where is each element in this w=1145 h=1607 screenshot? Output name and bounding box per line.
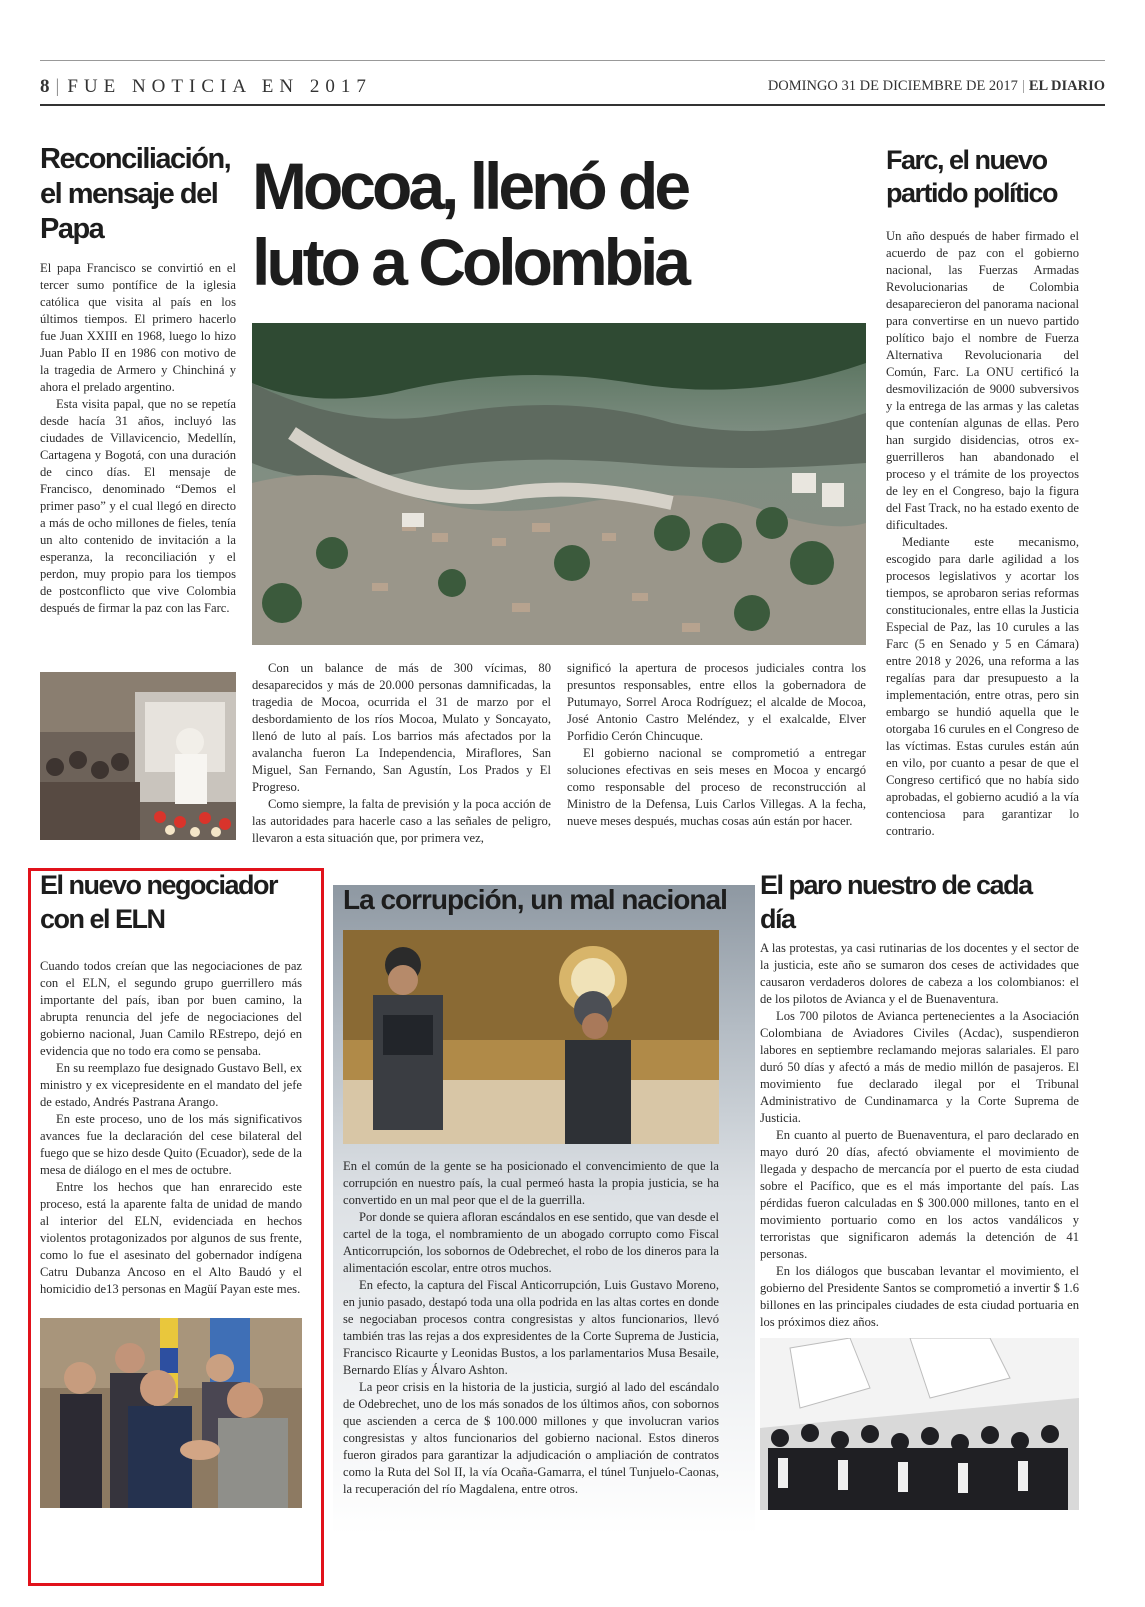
header-separator: | — [1021, 78, 1025, 94]
corrupcion-title: La corrupción, un mal nacional — [343, 884, 727, 915]
corrupcion-paragraph: En efecto, la captura del Fiscal Anticorrupción, Luis Gustavo Moreno, en junio pasado, destapó toda una olla podrida en las altas cortes en donde se negociaban procesos contra congresistas y altos funcionarios, llevó también tras las rejas a dos expresidentes de la Corte Suprema de Justicia, Francisco Ricaurte y Leonidas Bustos, a los parlamentarios Musa Besaile, Bernardo Elías y Álvaro Ashton. — [343, 1278, 719, 1377]
eln-body — [40, 958, 302, 1298]
header-rule — [40, 104, 1105, 106]
paro-body — [760, 940, 1079, 1331]
eln-handshake-photo — [40, 1318, 302, 1508]
mocoa-paragraph: significó la apertura de procesos judiciales contra los presuntos responsables, entre ellos la gobernadora de Putumayo, Sorrel Aroca Rodríguez; el alcalde de Mocoa, José Antonio Castro Meléndez, y el exalcalde, Elver Porfidio Cerón Chincuque. — [567, 661, 866, 743]
issue-date: DOMINGO 31 DE DICIEMBRE DE 2017 — [767, 78, 1018, 94]
top-rule — [40, 60, 1105, 61]
mocoa-column-1 — [252, 660, 551, 847]
pope-crowd-photo — [40, 672, 236, 840]
publication-name: EL DIARIO — [1028, 78, 1105, 94]
page-number: 8 — [40, 76, 50, 97]
eln-paragraph: Entre los hechos que han enrarecido este proceso, está la aparente falta de unidad de mando al interior del ELN, evidenciada en hechos violentos protagonizados por algunos de sus frente, como lo fue el asesinato del gobernador indígena Catru Dubanza Ancoso en el Alto Baudó y el homicidio de13 personas en Magüí Payan este mes. — [40, 1180, 302, 1296]
paro-paragraph: A las protestas, ya casi rutinarias de los docentes y el sector de la justicia, este año se sumaron dos ceses de actividades que causaron verdaderos dolores de cabeza a los colombianos: el de los pilotos de Avianca y el de Buenaventura. — [760, 941, 1079, 1006]
paro-title: El paro nuestro de cada día — [760, 870, 1032, 934]
mocoa-paragraph: El gobierno nacional se comprometió a entregar soluciones efectivas en seis meses en Mocoa y encargó como responsable del proceso de reconstrucción al Ministro de la Defensa, Luis Carlos Villegas. A la fecha, nueve meses después, muchas cosas aún están por hacer. — [567, 746, 866, 828]
mocoa-paragraph: Con un balance de más de 300 vícimas, 80 desaparecidos y más de 20.000 personas damnificadas, la tragedia de Mocoa, ocurrida el 31 de marzo por el desbordamiento de los ríos Mocoa, Mulato y Soncayato, llenó de luto al país. Los barrios más afectados por la avalancha fueron La Independencia, Miraflores, San Miguel, San Fernando, San Agustín, Los Prados y El Progreso. — [252, 661, 551, 794]
corrupcion-body — [343, 1158, 719, 1498]
corrupcion-paragraph: La peor crisis en la historia de la justicia, surgió al lado del escándalo de Odebrechet, uno de los más sonados de los últimos años, con sobornos que ascienden a cerca de $ 100.000 millones y que involucran varios congresistas y altos funcionarios del gobierno nacional. Estos dineros fueron girados para garantizar la adjudicación o ampliación de contratos como la Ruta del Sol II, la vía Ocaña-Gamarra, el túnel Tunjuelo-Caonas, la recuperación del río Magdalena, entre otros. — [343, 1380, 719, 1496]
page-date-header — [768, 78, 1105, 95]
mocoa-paragraph: Como siempre, la falta de previsión y la poca acción de las autoridades para hacerle caso a las señales de peligro, llevaron a esta situación que, por primera vez, — [252, 797, 551, 845]
paro-paragraph: En los diálogos que buscaban levantar el movimiento, el gobierno del Presidente Santos se comprometió a invertir $ 1.6 billones en las principales ciudades de esta ciudad portuaria en los próximos diez años. — [760, 1264, 1079, 1329]
eln-paragraph: En este proceso, uno de los más significativos avances fue la declaración del cese bilateral del fuego que se hizo desde Quito (Ecuador), sede de la mesa de diálogo en el mes de octubre. — [40, 1112, 302, 1177]
header-separator: | — [55, 76, 60, 97]
corrupcion-paragraph: Por donde se quiera afloran escándalos en ese sentido, que van desde el cartel de la toga, el nombramiento de un abogado corrupto como Fiscal Anticorrupción, los sobornos de Odebrechet, el robo de los dineros para la alimentación escolar, entre otros muchos. — [343, 1210, 719, 1275]
paro-paragraph: En cuanto al puerto de Buenaventura, el paro declarado en mayo duró 20 días, afectó obviamente el movimiento de llegada y despacho de mercancía por el puerto de esta ciudad sobre el Pacífico, que es el más importante del país. Las pérdidas fueron calculadas en $ 300.000 millones, tanto en el movimiento portuario como en los actos vandálicos y terroristas que significaron además la detención de 41 personas. — [760, 1128, 1079, 1261]
reconciliacion-title: Reconciliación, el mensaje del Papa — [40, 143, 231, 245]
farc-title: Farc, el nuevo partido político — [886, 145, 1057, 208]
eln-paragraph: En su reemplazo fue designado Gustavo Bell, ex ministro y ex vicepresidente en el mandato del jefe de estado, Andrés Pastrana Arango. — [40, 1061, 302, 1109]
farc-body — [886, 228, 1079, 840]
mocoa-aerial-photo — [252, 323, 866, 645]
mocoa-title: Mocoa, llenó de luto a Colombia — [252, 149, 688, 299]
section-title: FUE NOTICIA EN 2017 — [67, 76, 372, 97]
corrupcion-arrest-photo — [343, 930, 719, 1144]
eln-paragraph: Cuando todos creían que las negociaciones de paz con el ELN, el segundo grupo guerrillero más importante del país, iban por buen camino, la abrupta renuncia del jefe de negociaciones del gobierno nacional, Juan Camilo REstrepo, dejó en evidencia que no todo era como se pensaba. — [40, 959, 302, 1058]
reconciliacion-paragraph: El papa Francisco se convirtió en el tercer sumo pontífice de la iglesia católica que visita al país en los últimos tiempos. El primero hacerlo fue Juan XXIII en 1968, luego lo hizo Juan Pablo II en 1986 con motivo de la tragedia de Armero y Chinchiná y ahora el prelado argentino. — [40, 261, 236, 394]
farc-paragraph: Un año después de haber firmado el acuerdo de paz con el gobierno nacional, las Fuerzas Armadas Revolucionarias de Colombia desaparecieron del panorama nacional para convertirse en un nuevo partido político bajo el nombre de Fuerza Alternativa Revolucionaria del Común, Farc. La ONU certificó la desmovilización de 9000 subversivos y la entrega de las armas y las caletas que contenían algunas de ellas. Pero han surgido disidencias, otros ex-guerrilleros han abandonado el proceso y el trámite de los proyectos de ley en el Congreso, bajo la figura del Fast Track, no ha estado exento de dificultades. — [886, 229, 1079, 532]
paro-paragraph: Los 700 pilotos de Avianca pertenecientes a la Asociación Colombiana de Aviadores Civiles (Acdac), suspendieron labores en septiembre reclamando mejoras salariales. El paro duró 50 días y afectó a más de medio millón de pasajeros. El movimiento fue declarado ilegal por el Tribunal Administrativo de Cundinamarca y la Corte Suprema de Justicia. — [760, 1009, 1079, 1125]
reconciliacion-paragraph: Esta visita papal, que no se repetía desde hacía 31 años, incluyó las ciudades de Villavicencio, Medellín, Cartagena y Bogotá, con una duración de cinco días. El mensaje de Francisco, denominado “Demos el primer paso” y el cual llegó en directo a más de ocho millones de fieles, tenía un alto contenido de invitación a la esperanza, la reconciliación y el perdon, muy propio para los tiempos de postconflicto que vive Colombia después de firmar la paz con las Farc. — [40, 397, 236, 615]
reconciliacion-body — [40, 260, 236, 617]
eln-title: El nuevo negociador con el ELN — [40, 870, 278, 934]
paro-pilots-photo — [760, 1338, 1079, 1510]
corrupcion-paragraph: En el común de la gente se ha posicionado el convencimiento de que la corrupción en nuestro país, la cual permeó hasta la propia justicia, se ha convertido en un mal peor que el de la guerrilla. — [343, 1159, 719, 1207]
page-section-header — [40, 76, 372, 98]
mocoa-column-2 — [567, 660, 866, 830]
farc-paragraph: Mediante este mecanismo, escogido para darle agilidad a los procesos legislativos y acortar los tiempos, se aprobaron serias reformas constitucionales, entre ellas la Justicia Especial de Paz, las 10 curules a las Farc (5 en Senado y 5 en Cámara) entre 2018 y 2026, una reforma a las regalías para dar presupuesto a la implementación, entre otras, pero sin embargo se hundió aquella que le otorgaba 16 curules en el Congreso de las víctimas. Estas curules están aún en vilo, por cuanto a pesar de que el Congreso certificó que no había sido aprobadas, el gobierno acudió a la vía contenciosa para garantizar lo contrario. — [886, 535, 1079, 838]
